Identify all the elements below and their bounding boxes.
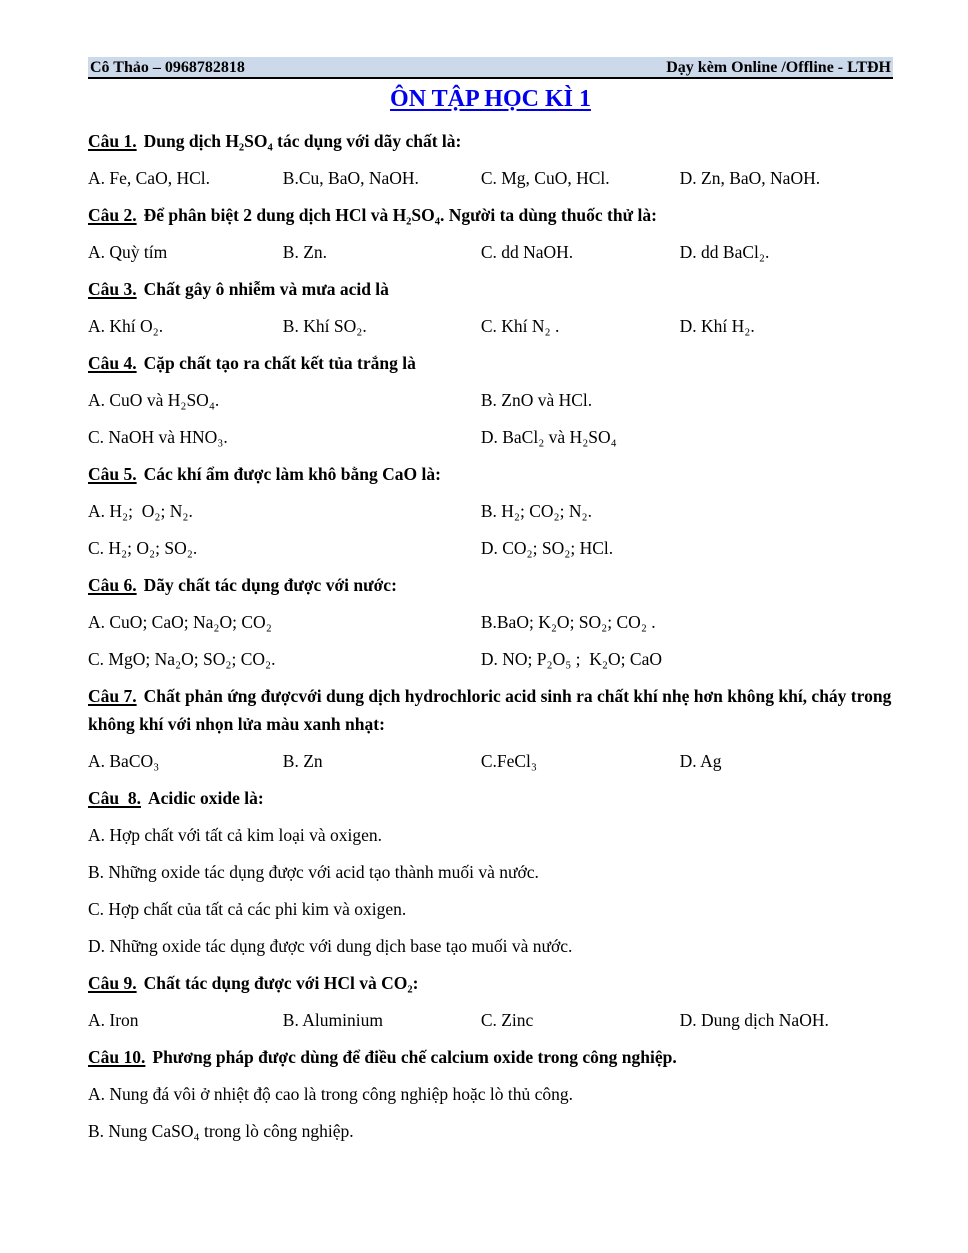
question-4 xyxy=(88,349,893,451)
question-stem-line xyxy=(88,969,893,997)
question-9 xyxy=(88,969,893,1034)
options-row xyxy=(88,312,893,340)
option-c: C. NaOH và HNO₃. xyxy=(88,427,228,448)
question-stem-line xyxy=(88,349,893,377)
question-label: Câu 3. xyxy=(88,279,137,300)
question-label: Câu 2. xyxy=(88,205,137,226)
question-stem-line xyxy=(88,1043,893,1071)
question-5 xyxy=(88,460,893,562)
option-a: A. Iron xyxy=(88,1010,139,1031)
question-stem-line xyxy=(88,201,893,229)
options-row xyxy=(88,238,893,266)
option-a: A. H₂; O₂; N₂. xyxy=(88,501,193,522)
option-c: C. Hợp chất của tất cả các phi kim và oxigen. xyxy=(88,899,407,920)
option-b: B. Zn xyxy=(282,751,323,772)
question-stem: Dung dịch H₂SO₄ tác dụng với dãy chất là: xyxy=(143,131,462,152)
question-stem-line xyxy=(88,784,893,812)
question-label: Câu 7. xyxy=(88,686,137,707)
option-b: B. Khí SO₂. xyxy=(282,316,367,337)
options-list xyxy=(88,821,893,960)
option-c: C. Khí N₂ . xyxy=(480,316,560,337)
question-stem: Phương pháp được dùng để điều chế calcium oxide trong công nghiệp. xyxy=(152,1047,677,1068)
question-6 xyxy=(88,571,893,673)
option-b: B. Nung CaSO₄ trong lò công nghiệp. xyxy=(88,1121,354,1142)
option-d: D. Ag xyxy=(679,751,722,772)
question-label: Câu 10. xyxy=(88,1047,146,1068)
question-7 xyxy=(88,682,896,775)
question-stem: Dãy chất tác dụng được với nước: xyxy=(143,575,397,596)
header-left: Cô Thảo – 0968782818 xyxy=(90,59,245,76)
question-stem-line xyxy=(88,275,893,303)
option-d: D. BaCl₂ và H₂SO₄ xyxy=(480,427,617,448)
option-b: B.BaO; K₂O; SO₂; CO₂ . xyxy=(480,612,656,633)
question-stem: Chất tác dụng được với HCl và CO₂: xyxy=(143,973,419,994)
option-a: A. Hợp chất với tất cả kim loại và oxigen. xyxy=(88,825,383,846)
question-stem: Chất gây ô nhiễm và mưa acid là xyxy=(143,279,389,300)
options-row xyxy=(88,164,893,192)
question-stem: Để phân biệt 2 dung dịch HCl và H₂SO₄. Người ta dùng thuốc thử là: xyxy=(143,205,657,226)
option-b: B.Cu, BaO, NaOH. xyxy=(282,168,419,189)
options-row xyxy=(88,747,893,775)
option-a: A. CuO; CaO; Na₂O; CO₂ xyxy=(88,612,272,633)
option-b: B. Zn. xyxy=(282,242,328,263)
page-title: ÔN TẬP HỌC KÌ 1 xyxy=(390,86,591,113)
options-list xyxy=(88,1080,893,1145)
option-c: C. Mg, CuO, HCl. xyxy=(480,168,610,189)
question-label: Câu 4. xyxy=(88,353,137,374)
question-stem: Acidic oxide là: xyxy=(148,788,264,809)
question-10 xyxy=(88,1043,893,1145)
question-label: Câu 1. xyxy=(88,131,137,152)
question-label: Câu 8. xyxy=(88,788,141,809)
option-d: D. Dung dịch NaOH. xyxy=(679,1010,829,1031)
options-grid xyxy=(88,497,893,562)
option-d: D. Zn, BaO, NaOH. xyxy=(679,168,821,189)
question-stem-line xyxy=(88,571,893,599)
option-a: A. Fe, CaO, HCl. xyxy=(88,168,211,189)
question-label: Câu 5. xyxy=(88,464,137,485)
question-stem: Cặp chất tạo ra chất kết tủa trắng là xyxy=(143,353,416,374)
page-header xyxy=(88,57,893,79)
options-grid xyxy=(88,608,893,673)
option-d: D. CO₂; SO₂; HCl. xyxy=(480,538,614,559)
question-stem: Chất phản ứng đượcvới dung dịch hydrochloric acid sinh ra chất khí nhẹ hơn không khí, cháy trong không khí với nhọn lửa màu xanh nhạt: xyxy=(88,686,896,735)
option-d: D. Khí H₂. xyxy=(679,316,755,337)
option-c: C.FeCl₃ xyxy=(480,751,537,772)
question-3 xyxy=(88,275,893,340)
question-label: Câu 6. xyxy=(88,575,137,596)
question-stem: Các khí ẩm được làm khô bằng CaO là: xyxy=(143,464,441,485)
option-a: A. Nung đá vôi ở nhiệt độ cao là trong công nghiệp hoặc lò thủ công. xyxy=(88,1084,574,1105)
option-d: D. NO; P₂O₅ ; K₂O; CaO xyxy=(480,649,662,670)
question-1 xyxy=(88,127,893,192)
option-c: C. Zinc xyxy=(480,1010,534,1031)
question-stem-line xyxy=(88,460,893,488)
question-stem-line xyxy=(88,127,893,155)
option-c: C. MgO; Na₂O; SO₂; CO₂. xyxy=(88,649,276,670)
question-stem-line xyxy=(88,682,896,738)
options-row xyxy=(88,1006,893,1034)
header-right: Dạy kèm Online /Offline - LTĐH xyxy=(666,59,891,76)
option-b: B. H₂; CO₂; N₂. xyxy=(480,501,592,522)
option-a: A. Quỳ tím xyxy=(88,242,168,263)
question-8 xyxy=(88,784,893,960)
option-a: A. Khí O₂. xyxy=(88,316,164,337)
question-2 xyxy=(88,201,893,266)
question-label: Câu 9. xyxy=(88,973,137,994)
option-d: D. Những oxide tác dụng được với dung dịch base tạo muối và nước. xyxy=(88,936,573,957)
options-grid xyxy=(88,386,893,451)
option-b: B. ZnO và HCl. xyxy=(480,390,593,411)
option-b: B. Những oxide tác dụng được với acid tạo thành muối và nước. xyxy=(88,862,539,883)
option-c: C. H₂; O₂; SO₂. xyxy=(88,538,198,559)
option-b: B. Aluminium xyxy=(282,1010,383,1031)
option-c: C. dd NaOH. xyxy=(480,242,574,263)
option-d: D. dd BaCl₂. xyxy=(679,242,770,263)
option-a: A. CuO và H₂SO₄. xyxy=(88,390,220,411)
option-a: A. BaCO₃ xyxy=(88,751,160,772)
